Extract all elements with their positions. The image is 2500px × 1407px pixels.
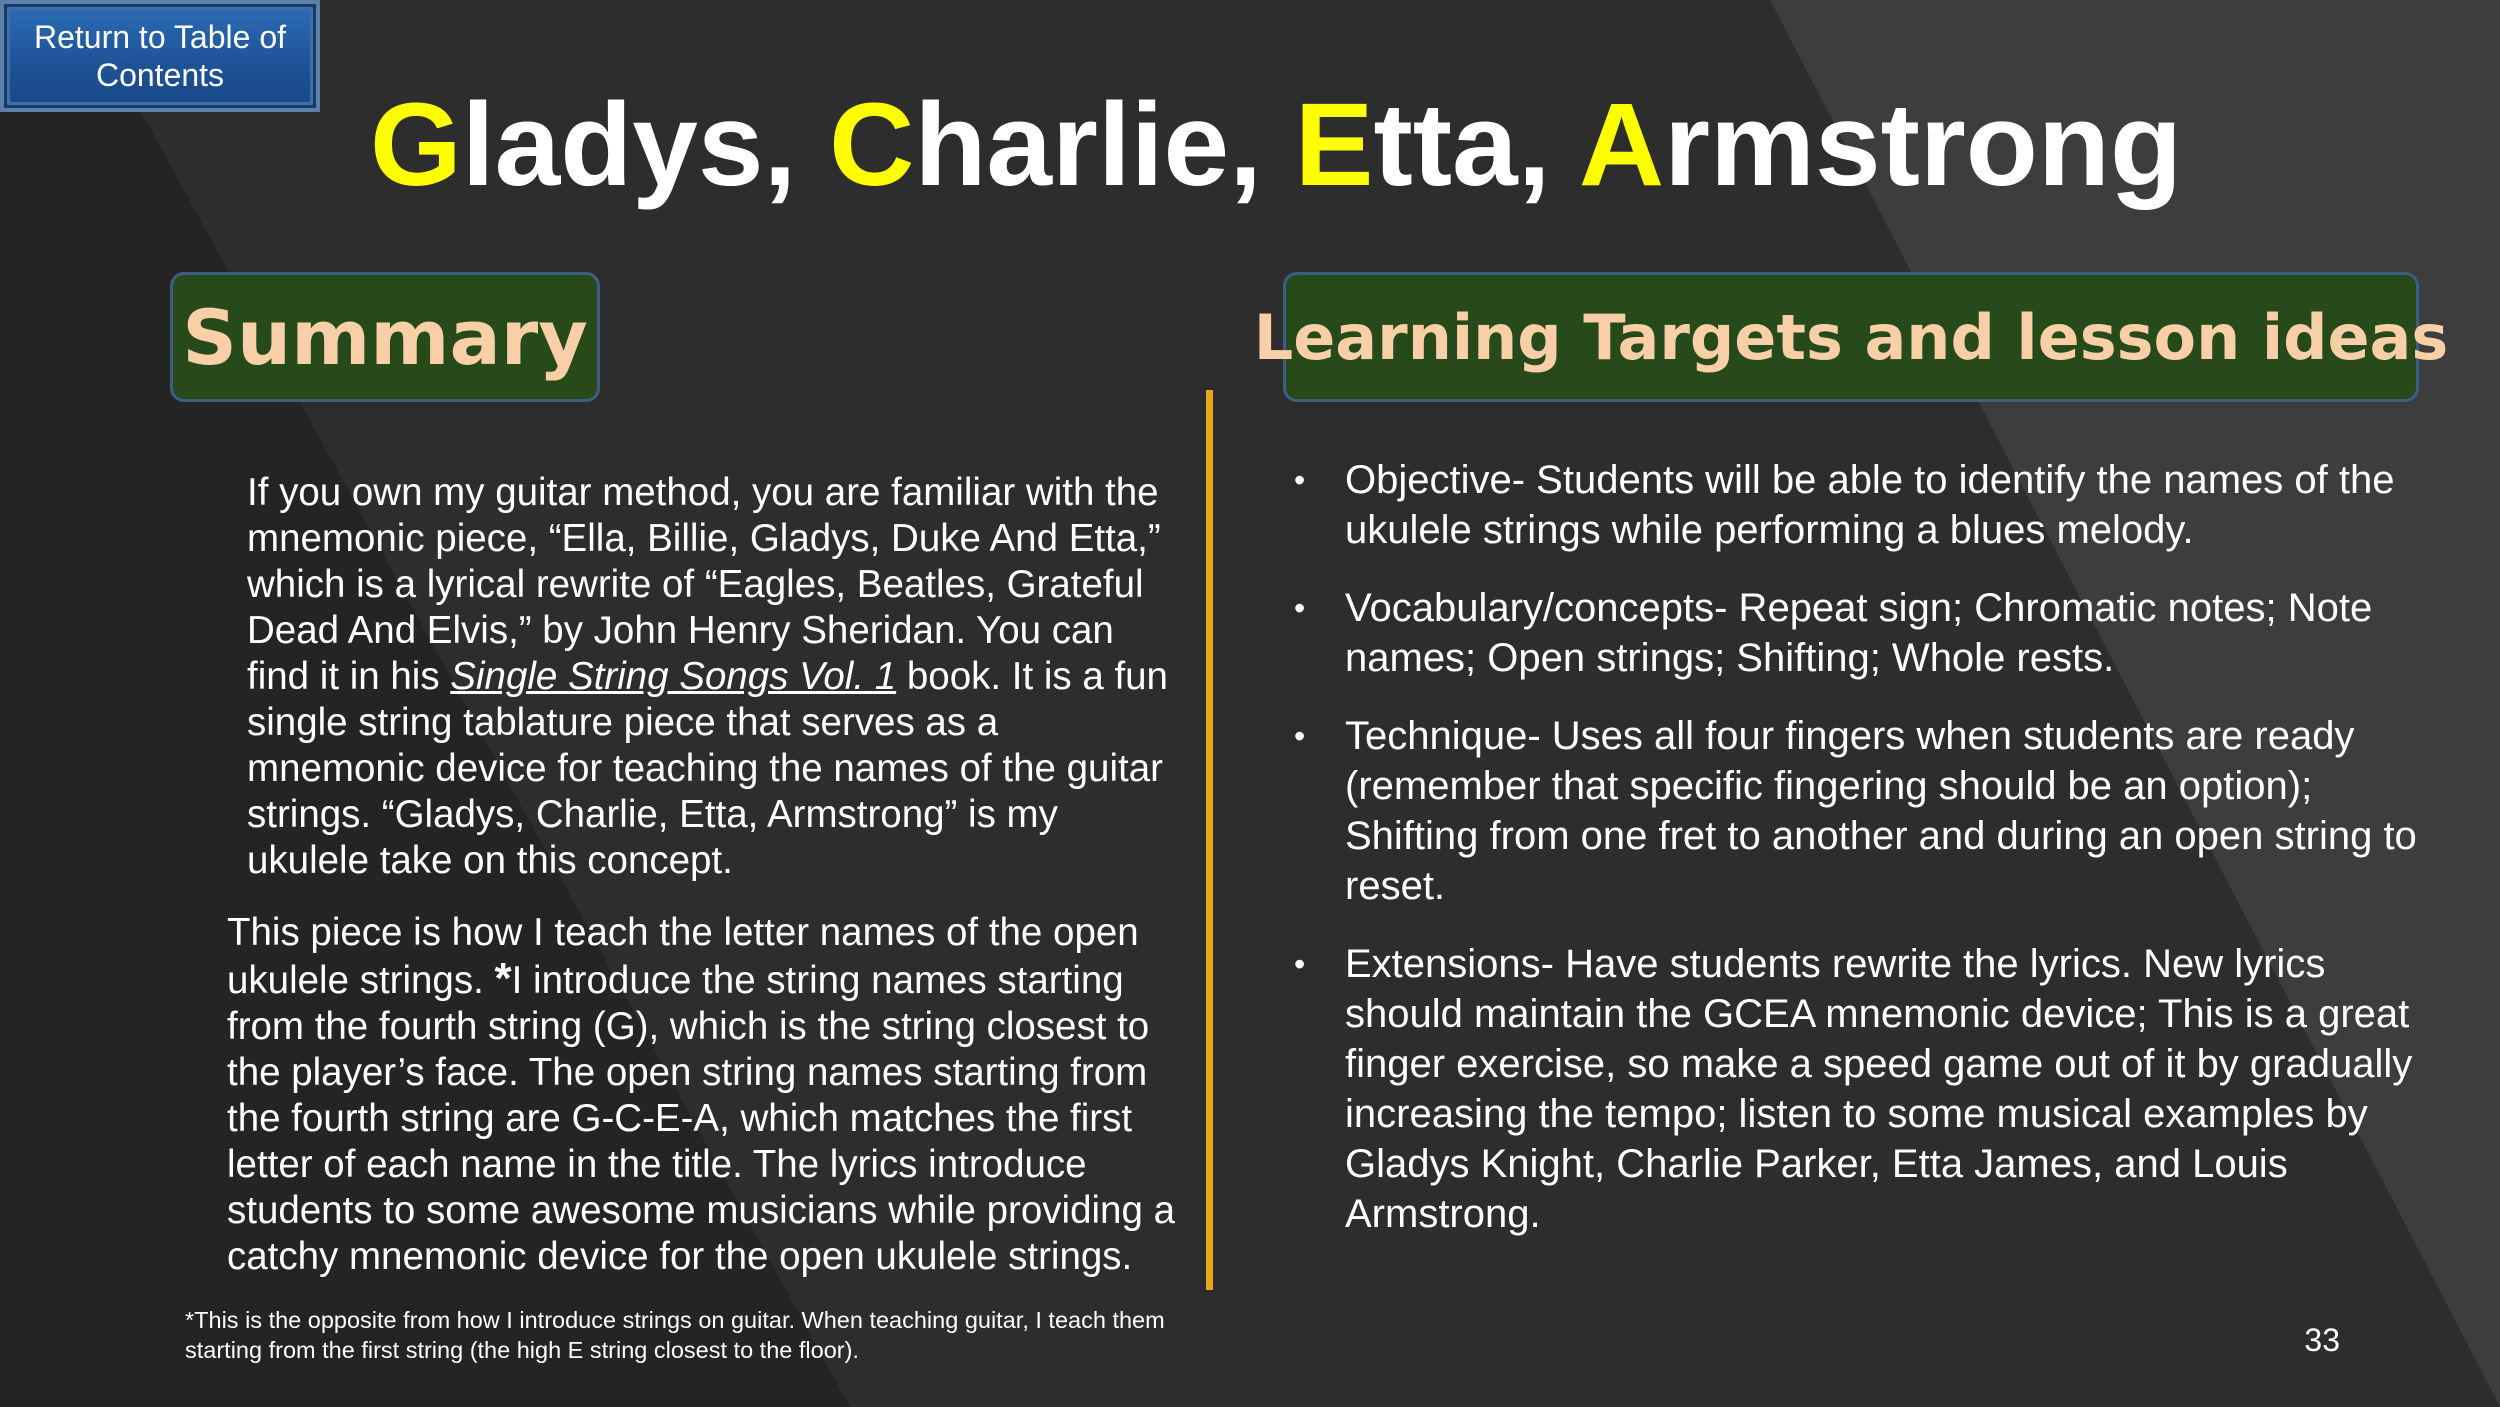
bullet-icon: • (1294, 718, 1306, 754)
footnote-asterisk: * (494, 954, 512, 1003)
list-item: • Vocabulary/concepts- Repeat sign; Chromatic notes; Note names; Open strings; Shifting; Whole rests. (1290, 583, 2425, 683)
title-word-etta: Etta, (1294, 79, 1579, 211)
title-word-gladys: Gladys, (370, 79, 830, 211)
summary-paragraph-1: If you own my guitar method, you are familiar with the mnemonic piece, “Ella, Billie, Gladys, Duke And Etta,” which is a lyrical rewrite of “Eagles, Beatles, Grateful Dead And Elvis,” by John Henry Sheridan. You can find it in his Single String Songs Vol. 1 book. It is a fun single string tablature piece that serves as a mnemonic device for teaching the names of the guitar strings. “Gladys, Charlie, Etta, Armstrong” is my ukulele take on this concept. (247, 471, 1168, 882)
return-to-toc-button[interactable]: Return to Table of Contents (0, 0, 320, 112)
bullet-icon: • (1294, 462, 1306, 498)
slide-title (370, 80, 2270, 210)
list-item: • Technique- Uses all four fingers when students are ready (remember that specific fingering should be an option); Shifting from one fret to another and during an open string to reset. (1290, 711, 2425, 911)
list-item: • Extensions- Have students rewrite the lyrics. New lyrics should maintain the GCEA mnemonic device; This is a great finger exercise, so make a speed game out of it by gradually increasing the tempo; listen to some musical examples by Gladys Knight, Charlie Parker, Etta James, and Louis Armstrong. (1290, 939, 2425, 1239)
title-initial-e: E (1294, 79, 1374, 211)
title-initial-a: A (1578, 79, 1665, 211)
summary-paragraph-2: This piece is how I teach the letter names of the open ukulele strings. *I introduce the string names starting from the fourth string (G), which is the string closest to the player’s face. The open string names starting from the fourth string are G-C-E-A, which matches the first letter of each name in the title. The lyrics introduce students to some awesome musicians while providing a catchy mnemonic device for the open ukulele strings. (227, 911, 1175, 1278)
book-title: Single String Songs Vol. 1 (450, 655, 897, 698)
title-word-charlie: Charlie, (829, 79, 1295, 211)
learning-targets-list (1290, 455, 2425, 1267)
page-number: 33 (2304, 1322, 2340, 1358)
list-item: • Objective- Students will be able to identify the names of the ukulele strings while performing a blues melody. (1290, 455, 2425, 555)
title-word-armstrong: Armstrong (1578, 79, 2183, 211)
learning-targets-header: Learning Targets and lesson ideas (1283, 272, 2419, 402)
footnote: *This is the opposite from how I introduce strings on guitar. When teaching guitar, I teach them starting from the first string (the high E string closest to the floor). (185, 1307, 1165, 1363)
summary-body (185, 470, 1185, 1306)
title-initial-g: G (370, 79, 462, 211)
title-initial-c: C (829, 79, 915, 211)
summary-header: Summary (170, 272, 600, 402)
bullet-icon: • (1294, 590, 1306, 626)
bullet-icon: • (1294, 946, 1306, 982)
column-divider (1206, 390, 1213, 1290)
